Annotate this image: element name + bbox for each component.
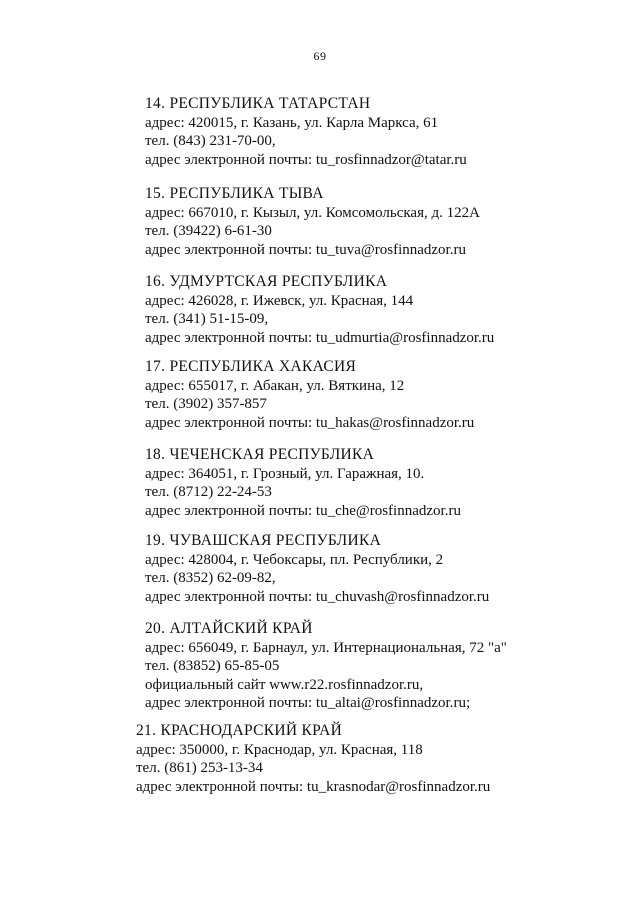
entry-phone: тел. (39422) 6-61-30 bbox=[145, 223, 272, 239]
entry-address: адрес: 655017, г. Абакан, ул. Вяткина, 12 bbox=[145, 377, 405, 394]
entry-address: адрес: 428004, г. Чебоксары, пл. Республики, 2 bbox=[145, 551, 444, 568]
entry-email: адрес электронной почты: tu_chuvash@rosfinnadzor.ru bbox=[145, 588, 490, 605]
entry-address: адрес: 364051, г. Грозный, ул. Гаражная, 10. bbox=[145, 465, 425, 482]
entry-heading: 19. ЧУВАШСКАЯ РЕСПУБЛИКА bbox=[145, 532, 382, 549]
entry-14-tatarstan bbox=[145, 95, 615, 169]
entry-15-tyva bbox=[145, 185, 615, 259]
entry-heading: 15. РЕСПУБЛИКА ТЫВА bbox=[145, 185, 324, 202]
entry-email: адрес электронной почты: tu_che@rosfinnadzor.ru bbox=[145, 502, 461, 519]
entry-address: адрес: 350000, г. Краснодар, ул. Красная, 118 bbox=[136, 741, 423, 758]
entry-phone: тел. (3902) 357-857 bbox=[145, 396, 267, 412]
entry-heading: 20. АЛТАЙСКИЙ КРАЙ bbox=[145, 620, 313, 637]
entry-heading: 14. РЕСПУБЛИКА ТАТАРСТАН bbox=[145, 95, 371, 112]
entry-email: адрес электронной почты: tu_krasnodar@rosfinnadzor.ru bbox=[136, 778, 491, 795]
entry-heading: 18. ЧЕЧЕНСКАЯ РЕСПУБЛИКА bbox=[145, 446, 375, 463]
entry-19-chuvashia bbox=[145, 532, 615, 606]
entry-email: адрес электронной почты: tu_tuva@rosfinnadzor.ru bbox=[145, 241, 466, 258]
entry-address: адрес: 426028, г. Ижевск, ул. Красная, 144 bbox=[145, 292, 414, 309]
entry-email: адрес электронной почты: tu_altai@rosfinnadzor.ru; bbox=[145, 695, 471, 711]
entry-heading: 21. КРАСНОДАРСКИЙ КРАЙ bbox=[136, 722, 343, 739]
entry-21-krasnodar bbox=[136, 722, 606, 796]
entry-website: официальный сайт www.r22.rosfinnadzor.ru, bbox=[145, 676, 424, 693]
entry-20-altai bbox=[145, 620, 615, 713]
entry-phone: тел. (8712) 22-24-53 bbox=[145, 484, 272, 500]
entry-phone: тел. (8352) 62-09-82, bbox=[145, 570, 276, 586]
entry-address: адрес: 656049, г. Барнаул, ул. Интернациональная, 72 "а" bbox=[145, 639, 507, 656]
entry-address: адрес: 420015, г. Казань, ул. Карла Маркса, 61 bbox=[145, 114, 439, 131]
entry-17-khakassia bbox=[145, 358, 615, 432]
entry-email: адрес электронной почты: tu_rosfinnadzor@tatar.ru bbox=[145, 151, 467, 168]
entry-email: адрес электронной почты: tu_udmurtia@rosfinnadzor.ru bbox=[145, 329, 495, 346]
entry-18-chechnya bbox=[145, 446, 615, 520]
entry-heading: 16. УДМУРТСКАЯ РЕСПУБЛИКА bbox=[145, 273, 388, 290]
entry-address: адрес: 667010, г. Кызыл, ул. Комсомольская, д. 122А bbox=[145, 204, 480, 221]
entry-phone: тел. (861) 253-13-34 bbox=[136, 760, 263, 776]
entry-phone: тел. (83852) 65-85-05 bbox=[145, 658, 280, 674]
page-number: 69 bbox=[313, 49, 327, 63]
entry-phone: тел. (843) 231-70-00, bbox=[145, 133, 276, 149]
entry-16-udmurtia bbox=[145, 273, 615, 347]
entry-email: адрес электронной почты: tu_hakas@rosfinnadzor.ru bbox=[145, 414, 475, 431]
entry-phone: тел. (341) 51-15-09, bbox=[145, 311, 269, 327]
entry-heading: 17. РЕСПУБЛИКА ХАКАСИЯ bbox=[145, 358, 357, 375]
